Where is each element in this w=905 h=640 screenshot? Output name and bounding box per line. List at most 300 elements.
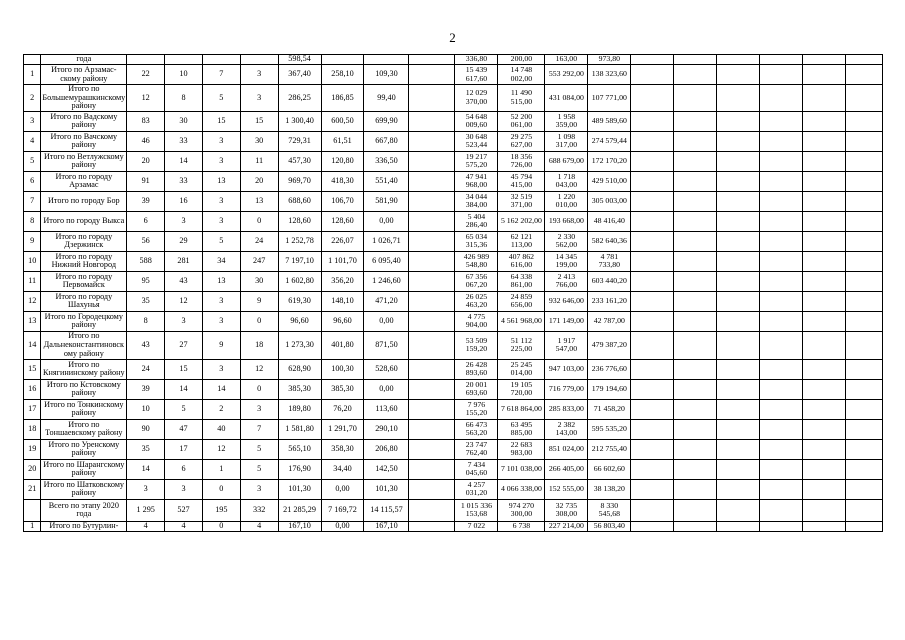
cell-c11: 716 779,00 — [545, 379, 588, 399]
cell-c11: 14 345 199,00 — [545, 251, 588, 271]
empty-cell — [674, 251, 717, 271]
cell-c11: 932 646,00 — [545, 291, 588, 311]
cell-c6: 258,10 — [321, 65, 364, 85]
empty-cell — [760, 499, 803, 521]
cell-c2: 14 — [165, 151, 203, 171]
cell-c5: 1 300,40 — [278, 111, 321, 131]
table-row — [24, 419, 883, 439]
empty-cell — [631, 55, 674, 65]
cell-c5: 688,60 — [278, 191, 321, 211]
empty-cell — [803, 439, 846, 459]
cell-c12: 38 138,20 — [588, 479, 631, 499]
cell-c1: 95 — [127, 271, 165, 291]
cell-c5: 619,30 — [278, 291, 321, 311]
cell-c4: 18 — [240, 331, 278, 359]
cell-c4: 4 — [240, 521, 278, 531]
empty-cell — [717, 271, 760, 291]
page-number: 2 — [449, 30, 456, 45]
empty-cell — [760, 479, 803, 499]
cell-c3: 7 — [202, 65, 240, 85]
cell-c3: 5 — [202, 85, 240, 112]
empty-cell — [717, 379, 760, 399]
cell-c5: 1 273,30 — [278, 331, 321, 359]
empty-cell — [674, 459, 717, 479]
empty-cell — [760, 311, 803, 331]
empty-cell — [631, 479, 674, 499]
table-row — [24, 231, 883, 251]
cell-c3: 3 — [202, 311, 240, 331]
continuation-row — [24, 55, 883, 65]
cell-c8 — [409, 291, 455, 311]
row-name: Итого по Ветлужскому району — [41, 151, 127, 171]
empty-cell — [631, 211, 674, 231]
cell-c5: 1 252,78 — [278, 231, 321, 251]
empty-cell — [803, 131, 846, 151]
empty-cell — [717, 291, 760, 311]
cell-c12: 973,80 — [588, 55, 631, 65]
empty-cell — [674, 479, 717, 499]
empty-cell — [760, 459, 803, 479]
cell-c6: 0,00 — [321, 521, 364, 531]
empty-cell — [674, 111, 717, 131]
table-row — [24, 399, 883, 419]
cell-c7: 290,10 — [364, 419, 409, 439]
cell-c8 — [409, 419, 455, 439]
cell-c3: 12 — [202, 439, 240, 459]
cell-c8 — [409, 171, 455, 191]
empty-cell — [803, 311, 846, 331]
cell-c1: 10 — [127, 399, 165, 419]
empty-cell — [760, 171, 803, 191]
cell-c6: 148,10 — [321, 291, 364, 311]
cell-c4: 5 — [240, 459, 278, 479]
cell-c9: 7 022 — [455, 521, 498, 531]
empty-cell — [674, 55, 717, 65]
empty-cell — [631, 459, 674, 479]
cell-c12: 603 440,20 — [588, 271, 631, 291]
cell-c4: 247 — [240, 251, 278, 271]
cell-c10: 62 121 113,00 — [498, 231, 545, 251]
empty-cell — [631, 359, 674, 379]
row-number: 17 — [24, 399, 41, 419]
empty-cell — [760, 331, 803, 359]
cell-c8 — [409, 379, 455, 399]
empty-cell — [631, 291, 674, 311]
empty-cell — [760, 271, 803, 291]
cell-c11: 2 413 766,00 — [545, 271, 588, 291]
row-number: 4 — [24, 131, 41, 151]
empty-cell — [674, 499, 717, 521]
empty-cell — [845, 439, 882, 459]
cell-c12: 107 771,00 — [588, 85, 631, 112]
cell-c1: 39 — [127, 379, 165, 399]
empty-cell — [717, 399, 760, 419]
cell-c3: 3 — [202, 151, 240, 171]
table-row — [24, 171, 883, 191]
cell-c3 — [202, 55, 240, 65]
cell-c4: 13 — [240, 191, 278, 211]
row-number: 10 — [24, 251, 41, 271]
cell-c10: 5 162 202,00 — [498, 211, 545, 231]
empty-cell — [760, 85, 803, 112]
cell-c1: 43 — [127, 331, 165, 359]
cell-c8 — [409, 85, 455, 112]
cell-c7: 871,50 — [364, 331, 409, 359]
cell-c3: 3 — [202, 211, 240, 231]
table-row — [24, 191, 883, 211]
empty-cell — [845, 55, 882, 65]
empty-cell — [631, 85, 674, 112]
empty-cell — [760, 419, 803, 439]
cell-c2: 14 — [165, 379, 203, 399]
cell-c12: 595 535,20 — [588, 419, 631, 439]
empty-cell — [803, 499, 846, 521]
cell-c6: 600,50 — [321, 111, 364, 131]
empty-cell — [717, 251, 760, 271]
cell-c4: 20 — [240, 171, 278, 191]
cell-c10: 11 490 515,00 — [498, 85, 545, 112]
cell-c4: 3 — [240, 399, 278, 419]
empty-cell — [674, 439, 717, 459]
empty-cell — [631, 379, 674, 399]
empty-cell — [674, 291, 717, 311]
cell-c7: 528,60 — [364, 359, 409, 379]
empty-cell — [803, 479, 846, 499]
cell-c10: 6 738 — [498, 521, 545, 531]
empty-cell — [674, 419, 717, 439]
empty-cell — [631, 65, 674, 85]
cell-c1 — [127, 55, 165, 65]
cell-c2: 33 — [165, 171, 203, 191]
cell-c4: 30 — [240, 131, 278, 151]
empty-cell — [674, 331, 717, 359]
cell-c8 — [409, 131, 455, 151]
cell-c6: 106,70 — [321, 191, 364, 211]
row-name: Итого по городу Арзамас — [41, 171, 127, 191]
row-number: 6 — [24, 171, 41, 191]
empty-cell — [674, 65, 717, 85]
cell-c3: 40 — [202, 419, 240, 439]
cell-c5: 457,30 — [278, 151, 321, 171]
cell-c2: 6 — [165, 459, 203, 479]
empty-cell — [803, 191, 846, 211]
row-name: Итого по Вадскому району — [41, 111, 127, 131]
empty-cell — [717, 499, 760, 521]
row-number: 2 — [24, 85, 41, 112]
table-row — [24, 521, 883, 531]
cell-c6: 356,20 — [321, 271, 364, 291]
cell-c2: 29 — [165, 231, 203, 251]
empty-cell — [631, 251, 674, 271]
cell-c7: 99,40 — [364, 85, 409, 112]
empty-cell — [674, 359, 717, 379]
cell-c7: 0,00 — [364, 311, 409, 331]
cell-c7: 14 115,57 — [364, 499, 409, 521]
empty-cell — [760, 111, 803, 131]
empty-cell — [803, 331, 846, 359]
empty-cell — [760, 131, 803, 151]
cell-c8 — [409, 211, 455, 231]
cell-c2: 27 — [165, 331, 203, 359]
empty-cell — [803, 55, 846, 65]
empty-cell — [845, 65, 882, 85]
empty-cell — [674, 191, 717, 211]
cell-c5: 1 581,80 — [278, 419, 321, 439]
empty-cell — [845, 251, 882, 271]
cell-c9: 20 001 693,60 — [455, 379, 498, 399]
empty-cell — [717, 331, 760, 359]
cell-c11: 266 405,00 — [545, 459, 588, 479]
empty-cell — [845, 521, 882, 531]
cell-c5: 101,30 — [278, 479, 321, 499]
empty-cell — [760, 359, 803, 379]
empty-cell — [845, 151, 882, 171]
cell-c7: 551,40 — [364, 171, 409, 191]
row-name: Итого по городу Бор — [41, 191, 127, 211]
cell-c9: 67 356 067,20 — [455, 271, 498, 291]
cell-c9: 66 473 563,20 — [455, 419, 498, 439]
cell-c12: 236 776,60 — [588, 359, 631, 379]
cell-c10: 974 270 300,00 — [498, 499, 545, 521]
cell-c6: 418,30 — [321, 171, 364, 191]
cell-c8 — [409, 399, 455, 419]
cell-c1: 91 — [127, 171, 165, 191]
cell-c11: 553 292,00 — [545, 65, 588, 85]
cell-c2 — [165, 55, 203, 65]
cell-c4: 3 — [240, 65, 278, 85]
empty-cell — [631, 419, 674, 439]
cell-c7: 206,80 — [364, 439, 409, 459]
row-name: года — [41, 55, 127, 65]
cell-c6: 226,07 — [321, 231, 364, 251]
cell-c11: 1 718 043,00 — [545, 171, 588, 191]
cell-c9: 336,80 — [455, 55, 498, 65]
empty-cell — [674, 311, 717, 331]
cell-c11: 1 098 317,00 — [545, 131, 588, 151]
cell-c8 — [409, 55, 455, 65]
cell-c5: 565,10 — [278, 439, 321, 459]
cell-c10: 7 618 864,00 — [498, 399, 545, 419]
empty-cell — [760, 251, 803, 271]
empty-cell — [845, 271, 882, 291]
cell-c4: 9 — [240, 291, 278, 311]
cell-c9: 12 029 370,00 — [455, 85, 498, 112]
empty-cell — [674, 271, 717, 291]
empty-cell — [717, 459, 760, 479]
cell-c4: 332 — [240, 499, 278, 521]
empty-cell — [717, 419, 760, 439]
cell-c3: 5 — [202, 231, 240, 251]
empty-cell — [760, 55, 803, 65]
row-name: Итого по Уренскому району — [41, 439, 127, 459]
empty-cell — [717, 191, 760, 211]
cell-c3: 15 — [202, 111, 240, 131]
empty-cell — [845, 479, 882, 499]
cell-c7: 471,20 — [364, 291, 409, 311]
cell-c6 — [321, 55, 364, 65]
cell-c3: 3 — [202, 131, 240, 151]
cell-c7: 113,60 — [364, 399, 409, 419]
cell-c10: 4 066 338,00 — [498, 479, 545, 499]
empty-cell — [717, 171, 760, 191]
empty-cell — [674, 211, 717, 231]
empty-cell — [631, 331, 674, 359]
empty-cell — [674, 379, 717, 399]
row-number — [24, 55, 41, 65]
cell-c12: 212 755,40 — [588, 439, 631, 459]
cell-c12: 56 803,40 — [588, 521, 631, 531]
cell-c10: 24 859 656,00 — [498, 291, 545, 311]
empty-cell — [760, 151, 803, 171]
cell-c6: 61,51 — [321, 131, 364, 151]
row-number: 5 — [24, 151, 41, 171]
row-name: Итого по Шарангскому району — [41, 459, 127, 479]
cell-c8 — [409, 251, 455, 271]
row-name: Итого по городу Выкса — [41, 211, 127, 231]
cell-c6: 1 101,70 — [321, 251, 364, 271]
empty-cell — [845, 459, 882, 479]
cell-c7: 1 026,71 — [364, 231, 409, 251]
empty-cell — [845, 399, 882, 419]
cell-c2: 17 — [165, 439, 203, 459]
empty-cell — [717, 211, 760, 231]
cell-c2: 16 — [165, 191, 203, 211]
cell-c9: 1 015 336 153,68 — [455, 499, 498, 521]
cell-c7: 667,80 — [364, 131, 409, 151]
cell-c7: 1 246,60 — [364, 271, 409, 291]
cell-c6: 1 291,70 — [321, 419, 364, 439]
cell-c1: 14 — [127, 459, 165, 479]
cell-c9: 54 648 009,60 — [455, 111, 498, 131]
row-name: Итого по городу Дзержинск — [41, 231, 127, 251]
cell-c12: 479 387,20 — [588, 331, 631, 359]
empty-cell — [631, 399, 674, 419]
row-number: 12 — [24, 291, 41, 311]
cell-c12: 489 589,60 — [588, 111, 631, 131]
empty-cell — [803, 359, 846, 379]
cell-c8 — [409, 271, 455, 291]
cell-c6: 34,40 — [321, 459, 364, 479]
cell-c11: 227 214,00 — [545, 521, 588, 531]
cell-c6: 100,30 — [321, 359, 364, 379]
cell-c10: 407 862 616,00 — [498, 251, 545, 271]
empty-cell — [845, 131, 882, 151]
cell-c1: 12 — [127, 85, 165, 112]
cell-c4 — [240, 55, 278, 65]
cell-c9: 15 439 617,60 — [455, 65, 498, 85]
row-number: 14 — [24, 331, 41, 359]
cell-c1: 90 — [127, 419, 165, 439]
cell-c11: 285 833,00 — [545, 399, 588, 419]
cell-c7: 699,90 — [364, 111, 409, 131]
cell-c10: 18 356 726,00 — [498, 151, 545, 171]
cell-c9: 5 404 286,40 — [455, 211, 498, 231]
empty-cell — [803, 111, 846, 131]
empty-cell — [717, 439, 760, 459]
cell-c12: 138 323,60 — [588, 65, 631, 85]
cell-c1: 20 — [127, 151, 165, 171]
empty-cell — [803, 65, 846, 85]
cell-c2: 527 — [165, 499, 203, 521]
cell-c11: 2 330 562,00 — [545, 231, 588, 251]
table-row — [24, 251, 883, 271]
cell-c6: 120,80 — [321, 151, 364, 171]
cell-c7: 167,10 — [364, 521, 409, 531]
cell-c4: 24 — [240, 231, 278, 251]
empty-cell — [631, 171, 674, 191]
row-number: 8 — [24, 211, 41, 231]
cell-c8 — [409, 311, 455, 331]
empty-cell — [803, 271, 846, 291]
row-number: 9 — [24, 231, 41, 251]
cell-c11: 171 149,00 — [545, 311, 588, 331]
cell-c1: 35 — [127, 439, 165, 459]
table-row — [24, 359, 883, 379]
row-name: Итого по Тоншаевскому району — [41, 419, 127, 439]
empty-cell — [631, 231, 674, 251]
empty-cell — [631, 111, 674, 131]
empty-cell — [717, 359, 760, 379]
cell-c2: 281 — [165, 251, 203, 271]
cell-c1: 1 295 — [127, 499, 165, 521]
table-row — [24, 331, 883, 359]
cell-c6: 96,60 — [321, 311, 364, 331]
cell-c1: 56 — [127, 231, 165, 251]
cell-c8 — [409, 439, 455, 459]
cell-c11: 163,00 — [545, 55, 588, 65]
empty-cell — [845, 171, 882, 191]
row-number: 21 — [24, 479, 41, 499]
row-name: Итого по Арзамас-скому району — [41, 65, 127, 85]
cell-c12: 71 458,20 — [588, 399, 631, 419]
empty-cell — [717, 85, 760, 112]
empty-cell — [631, 521, 674, 531]
cell-c8 — [409, 459, 455, 479]
empty-cell — [717, 479, 760, 499]
empty-cell — [760, 399, 803, 419]
cell-c6: 128,60 — [321, 211, 364, 231]
cell-c12: 429 510,00 — [588, 171, 631, 191]
cell-c3: 2 — [202, 399, 240, 419]
row-number: 16 — [24, 379, 41, 399]
row-name: Итого по городу Нижний Новгород — [41, 251, 127, 271]
empty-cell — [717, 151, 760, 171]
row-name: Итого по Шатковскому району — [41, 479, 127, 499]
cell-c3: 13 — [202, 171, 240, 191]
cell-c9: 30 648 523,44 — [455, 131, 498, 151]
empty-cell — [803, 85, 846, 112]
table-row — [24, 151, 883, 171]
table-row — [24, 479, 883, 499]
empty-cell — [674, 399, 717, 419]
cell-c7: 6 095,40 — [364, 251, 409, 271]
cell-c12: 179 194,60 — [588, 379, 631, 399]
cell-c4: 3 — [240, 479, 278, 499]
table-row — [24, 311, 883, 331]
cell-c5: 286,25 — [278, 85, 321, 112]
cell-c11: 1 958 359,00 — [545, 111, 588, 131]
empty-cell — [717, 311, 760, 331]
cell-c8 — [409, 359, 455, 379]
cell-c12: 172 170,20 — [588, 151, 631, 171]
row-name: Всего по этапу 2020 года — [41, 499, 127, 521]
cell-c4: 0 — [240, 211, 278, 231]
table-row — [24, 291, 883, 311]
cell-c2: 33 — [165, 131, 203, 151]
cell-c11: 431 084,00 — [545, 85, 588, 112]
cell-c2: 8 — [165, 85, 203, 112]
row-name: Итого по Вачскому району — [41, 131, 127, 151]
